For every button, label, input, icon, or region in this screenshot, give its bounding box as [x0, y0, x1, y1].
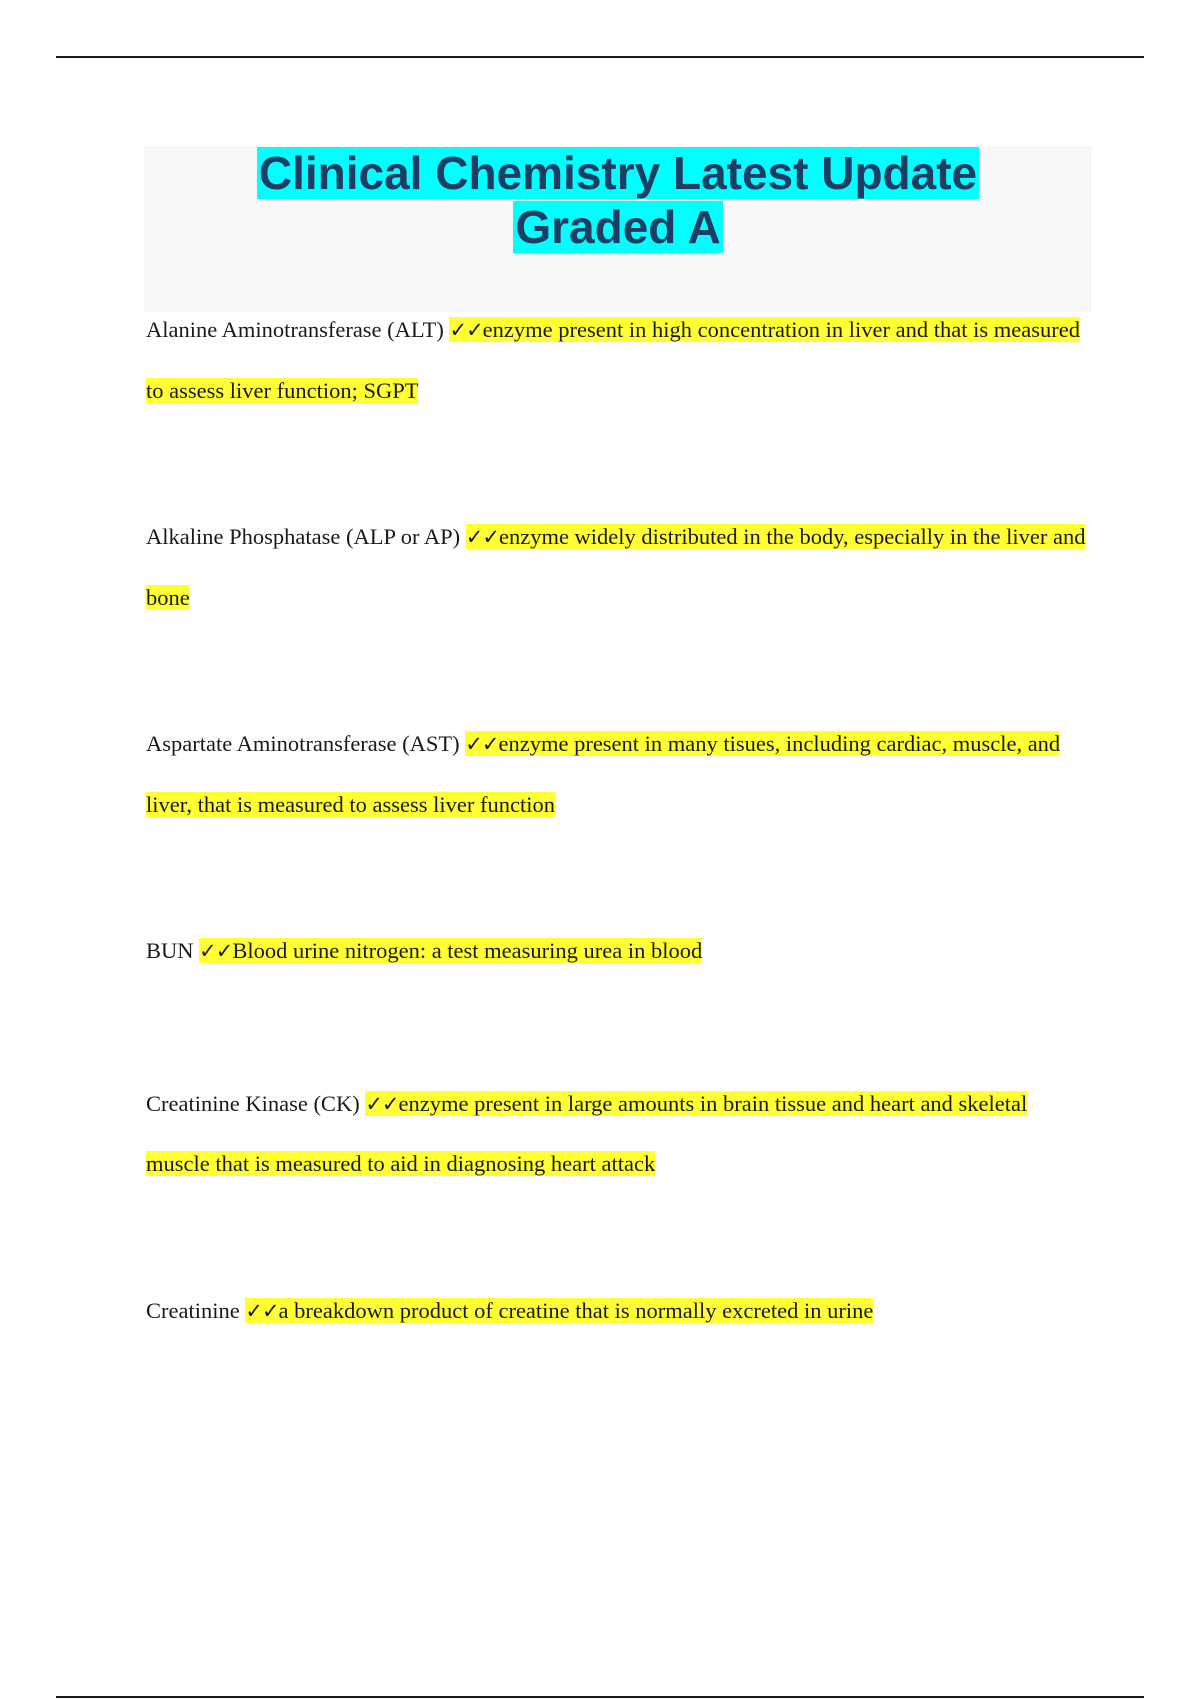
double-check-icon: ✓✓	[465, 525, 499, 549]
document-title-line-1: Clinical Chemistry Latest Update	[258, 147, 978, 199]
bottom-rule	[56, 1696, 1144, 1698]
double-check-icon: ✓✓	[449, 318, 483, 342]
double-check-icon: ✓✓	[199, 939, 233, 963]
entry-term: BUN	[146, 938, 200, 963]
entry-definition: ✓✓enzyme present in large amounts in brain tissue and heart and skeletal muscle that is measured to aid in diagnosing heart attack	[146, 1090, 1028, 1176]
entry-definition: ✓✓enzyme widely distributed in the body, especially in the liver and bone	[146, 524, 1086, 610]
glossary-entry-alt	[146, 300, 1086, 421]
double-check-icon: ✓✓	[245, 1298, 279, 1323]
entry-term: Alanine Aminotransferase (ALT)	[146, 317, 450, 342]
entry-term: Aspartate Aminotransferase (AST)	[146, 731, 466, 756]
entry-definition: ✓✓a breakdown product of creatine that is normally excreted in urine	[245, 1297, 874, 1323]
double-check-icon: ✓✓	[465, 732, 499, 756]
top-rule	[56, 56, 1144, 58]
title-block	[144, 146, 1092, 312]
glossary-entry-alp	[146, 507, 1086, 628]
glossary-entry-ck	[146, 1074, 1086, 1195]
double-check-icon: ✓✓	[365, 1091, 399, 1116]
entry-definition: ✓✓enzyme present in high concentration in liver and that is measured to assess liver function; SGPT	[146, 317, 1080, 403]
glossary-entry-creatinine	[146, 1281, 1086, 1342]
entry-definition: ✓✓Blood urine nitrogen: a test measuring urea in blood	[199, 938, 703, 963]
entry-term: Creatinine	[146, 1297, 246, 1323]
glossary-entry-ast	[146, 714, 1086, 835]
glossary-list	[146, 300, 1086, 1341]
entry-term: Creatinine Kinase (CK)	[146, 1090, 366, 1116]
document-title-line-2: Graded A	[515, 201, 721, 253]
glossary-entry-bun	[146, 921, 1086, 982]
entry-term: Alkaline Phosphatase (ALP or AP)	[146, 524, 466, 549]
entry-definition: ✓✓enzyme present in many tisues, including cardiac, muscle, and liver, that is measured to assess liver function	[146, 731, 1061, 817]
